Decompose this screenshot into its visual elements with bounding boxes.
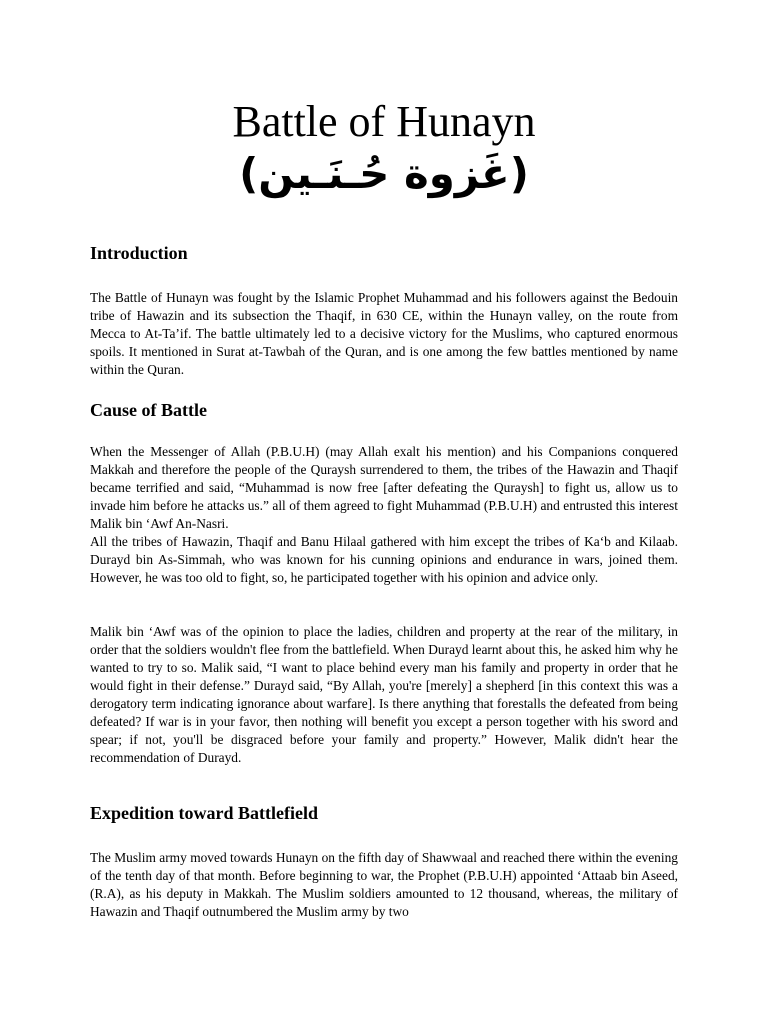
document-subtitle-arabic: (غَزوة حُـنَـين) bbox=[239, 149, 529, 198]
introduction-paragraph: The Battle of Hunayn was fought by the Islamic Prophet Muhammad and his followers against the Bedouin tribe of Hawazin and its subsection the Thaqif, in 630 CE, within the Hunayn valley, on the route from Mecca to At-Ta’if. The battle ultimately led to a decisive victory for the Muslims, who captured enormous spoils. It mentioned in Surat at-Tawbah of the Quran, and is one among the few battles mentioned by name within the Quran. bbox=[90, 290, 678, 377]
cause-paragraph-3: Malik bin ‘Awf was of the opinion to place the ladies, children and property at the rear of the military, in order that the soldiers wouldn't flee from the battlefield. When Durayd learnt about this, he asked him why he wanted to try to so. Malik said, “I want to place behind every man his family and property in order that he would fight in their defense.” Durayd said, “By Allah, you're [merely] a shepherd [in this context this was a derogatory term indicating ignorance about warfare]. Is there anything that forestalls the defeated from being defeated? If war is in your favor, then nothing will benefit you except a person together with his sword and spear; if not, you'll be disgraced before your family and property.” However, Malik didn't hear the recommendation of Durayd. bbox=[90, 624, 678, 765]
section-heading-expedition: Expedition toward Battlefield bbox=[90, 803, 318, 823]
section-heading-introduction: Introduction bbox=[90, 243, 188, 263]
cause-paragraph-1: When the Messenger of Allah (P.B.U.H) (may Allah exalt his mention) and his Companions conquered Makkah and therefore the people of the Quraysh surrendered to them, the tribes of the Hawazin and Thaqif became terrified and said, “Muhammad is now free [after defeating the Quraysh] to fight us, allow us to invade him before he attacks us.” all of them agreed to fight Muhammad (P.B.U.H) and entrusted this interest Malik bin ‘Awf An-Nasri. bbox=[90, 444, 678, 531]
section-heading-cause-of-battle: Cause of Battle bbox=[90, 400, 207, 420]
cause-paragraph-2: All the tribes of Hawazin, Thaqif and Banu Hilaal gathered with him except the tribes of Ka‘b and Kilaab. Durayd bin As-Simmah, who was known for his cunning opinions and endurance in wars, joined them. However, he was too old to fight, so, he participated together with his opinion and advice only. bbox=[90, 534, 678, 585]
document-title: Battle of Hunayn bbox=[232, 97, 536, 146]
expedition-paragraph-1: The Muslim army moved towards Hunayn on the fifth day of Shawwaal and reached there within the evening of the tenth day of that month. Before beginning to war, the Prophet (P.B.U.H) appointed ‘Attaab bin Aseed, (R.A), as his deputy in Makkah. The Muslim soldiers amounted to 12 thousand, whereas, the military of Hawazin and Thaqif outnumbered the Muslim army by two bbox=[90, 850, 678, 919]
